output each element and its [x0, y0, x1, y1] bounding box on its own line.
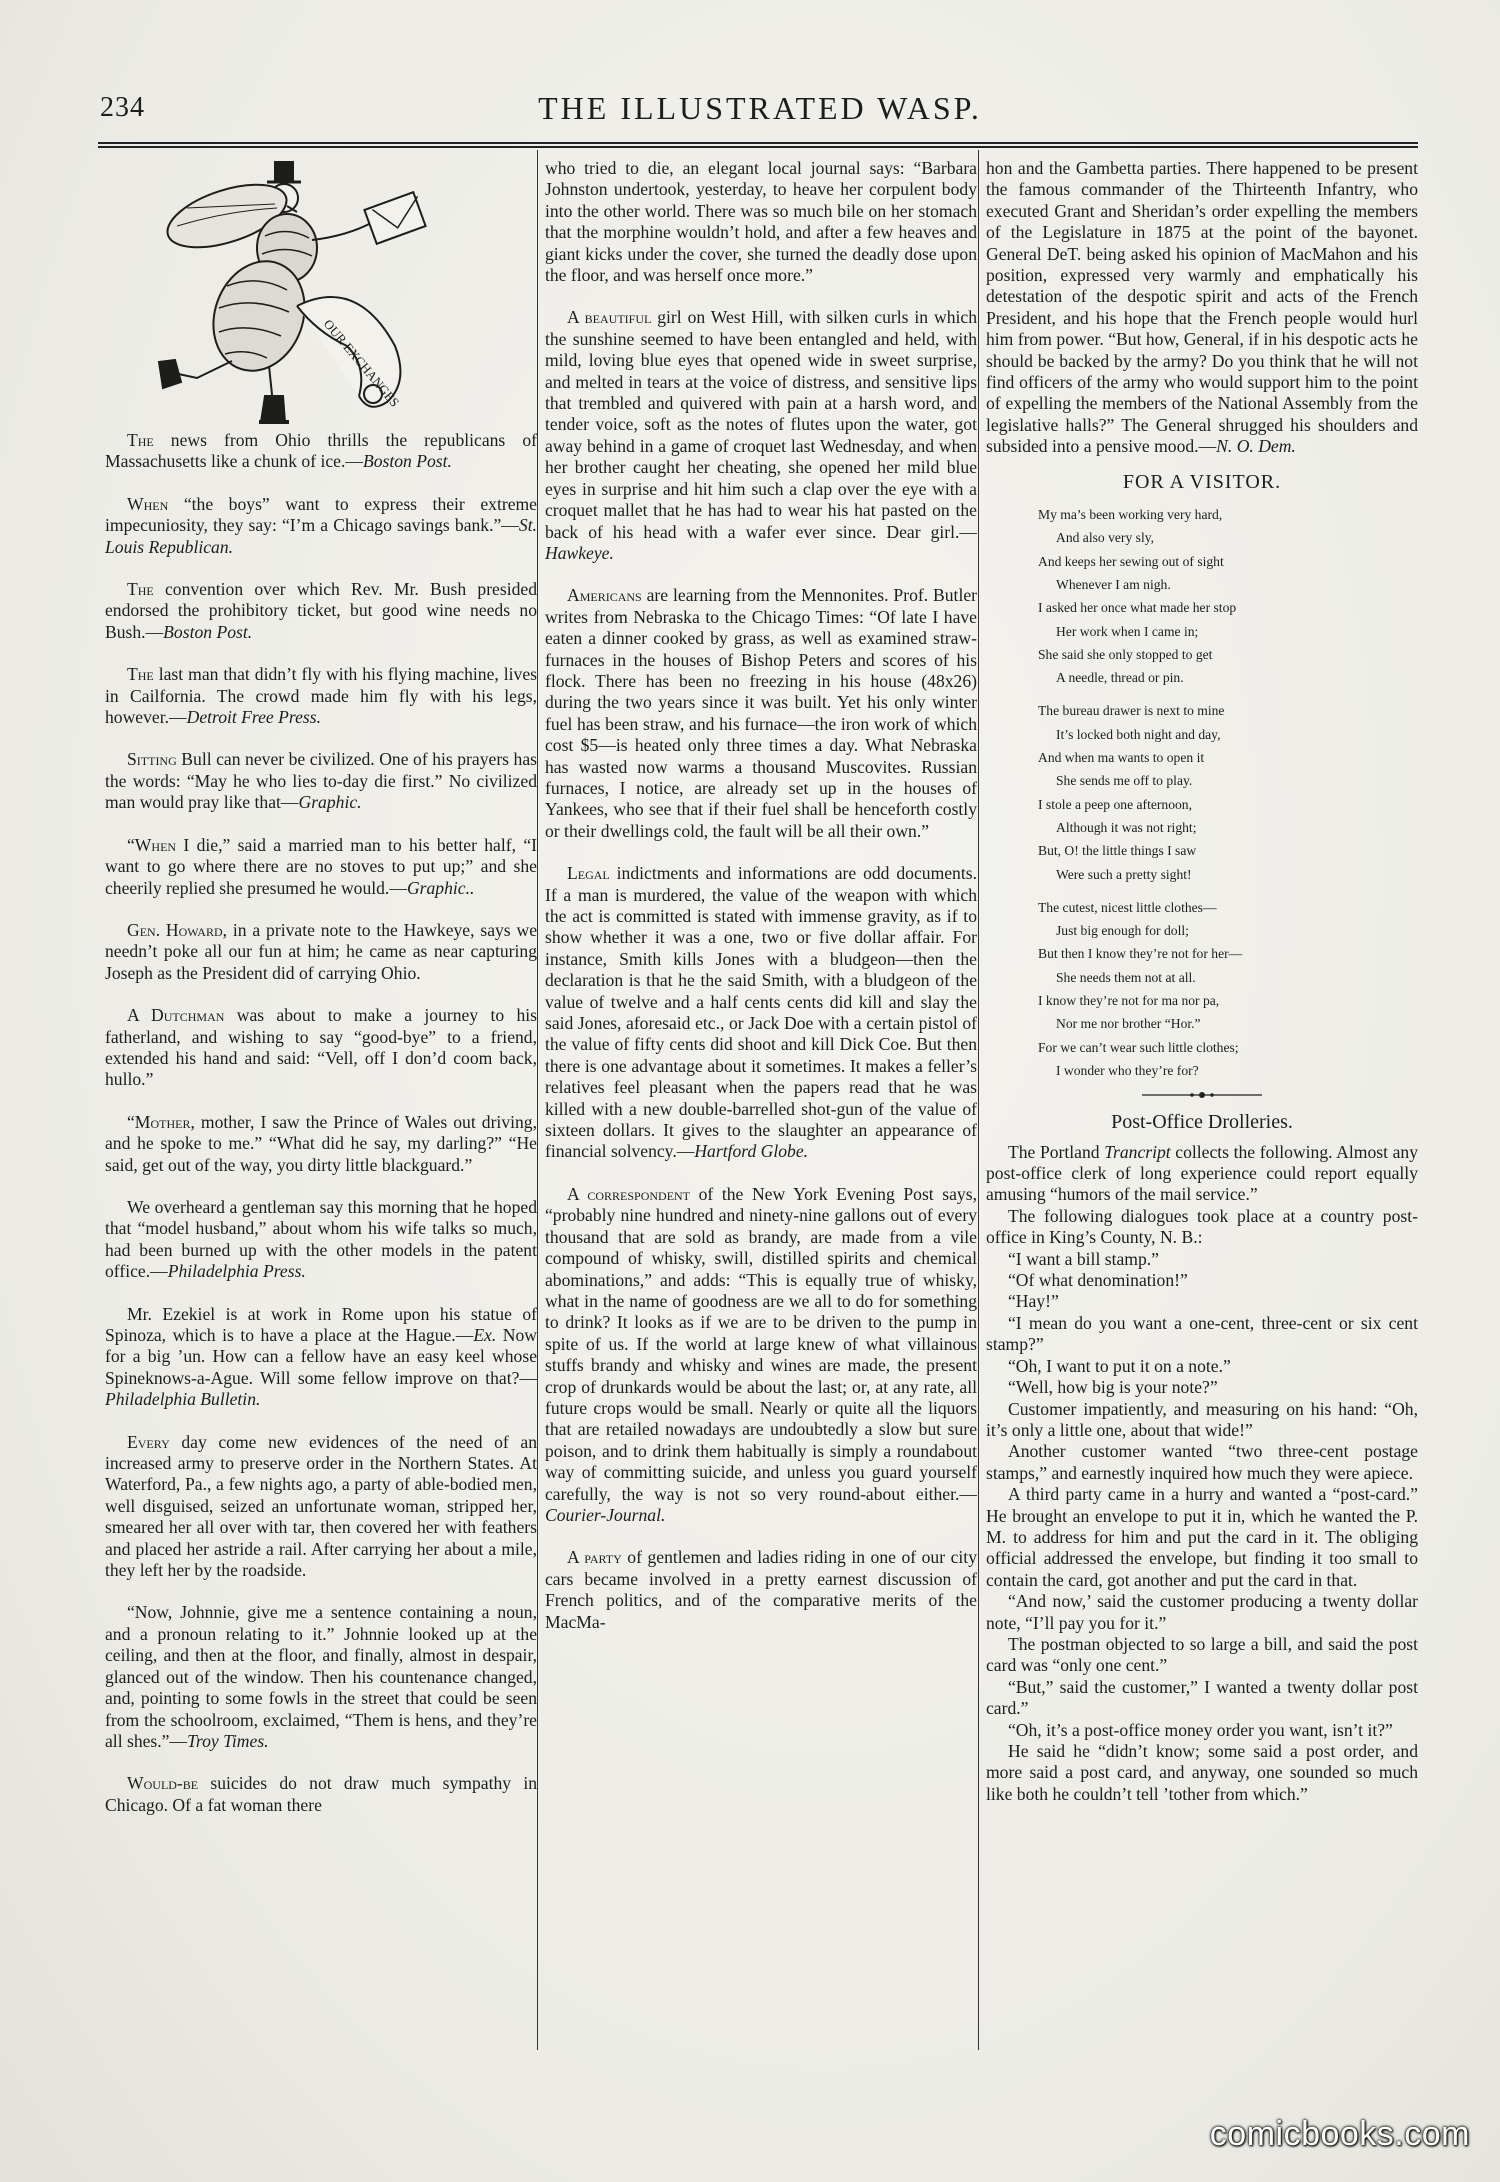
- poem-line: The bureau drawer is next to mine: [1038, 703, 1225, 719]
- poem-line: Were such a pretty sight!: [1056, 866, 1192, 882]
- header-rule-thin: [98, 146, 1418, 148]
- dialogue-line: “I mean do you want a one-cent, three-cent or six cent stamp?”: [986, 1312, 1418, 1355]
- item-party: A party of gentlemen and ladies riding in one of our city cars became involved in a pretty earnest discussion of French politics, and of the comparative merits of the MacMa-: [545, 1547, 977, 1632]
- item-suicides: Would-be suicides do not draw much sympathy in Chicago. Of a fat woman there: [105, 1773, 537, 1815]
- dialogue-line: He said he “didn’t know; some said a post order, and more said a post card, and anyway, one sounded so much like both he couldn’t tell ’tother from which.”: [986, 1741, 1418, 1804]
- wasp-illustration: [147, 158, 467, 428]
- dialogue-line: A third party came in a hurry and wanted a “post-card.” He brought an envelope to put it in, which he wanted the P. M. to address for him and put the card in it. The obliging official addressed the envelope, but finding it too small to contain the card, got another and put the card in that.: [986, 1484, 1418, 1590]
- poem-line: And when ma wants to open it: [1038, 750, 1205, 766]
- header-rule: [98, 142, 1418, 144]
- post-office-title: Post-Office Drolleries.: [1111, 1111, 1293, 1134]
- page-header: [100, 90, 1420, 130]
- poem-title: FOR A VISITOR.: [1122, 470, 1282, 493]
- poem-line: She needs them not at all.: [1056, 969, 1196, 985]
- poem-line: But, O! the little things I saw: [1038, 843, 1197, 859]
- item-model-husband: We overheard a gentleman say this morning that he hoped that “model husband,” about whom his wife talks so much, had been burned up with the other models in the patent office.—Philadelphia Press.: [105, 1196, 537, 1282]
- dialogue-line: “Hay!”: [1008, 1291, 1059, 1312]
- section-divider: [986, 1088, 1418, 1102]
- poem-line: My ma’s been working very hard,: [1038, 507, 1223, 523]
- item-mennonites: Americans are learning from the Mennonites. Prof. Butler writes from Nebraska to the Chicago Times: “Of late I have eaten a dinner cooked by grass, as well as examined straw-furnaces in the houses of Bishop Peters and scores of his flock. There has been no freezing in his house (48x26) during the two years since it was built. Yet his only winter fuel has been straw, and his furnace—the iron work of which cost $5—is heated only three times a day. What Nebraska has wasted now warms a thousand Muscovites. Russian furnaces, I notice, are already set up in the houses of Yankees, who see that if their fuel shall be henceforth costly or their dwellings cold, the fault will be all their own.”: [545, 585, 977, 841]
- item-prince: “Mother, mother, I saw the Prince of Wales out driving, and he spoke to me.” “What did he say, my darling?” “He said, get out of the way, you dirty little blackguard.”: [105, 1111, 537, 1175]
- item-sitting-bull: Sitting Bull can never be civilized. One of his prayers has the words: “May he who lies to-day die first.” No civilized man would pray like that—Graphic.: [105, 749, 537, 813]
- column-rule-1: [537, 150, 538, 2050]
- item-stoves: “When I die,” said a married man to his better half, “I want to go where there are no stoves to put up;” and she cheerily replied she presumed he would.—Graphic..: [105, 834, 537, 898]
- item-dutchman: A Dutchman was about to make a journey to his fatherland, and wishing to say “good-bye” to a friend, extended his hand and said: “Vell, off I don’d coom back, hullo.”: [105, 1005, 537, 1090]
- poem-line: I stole a peep one afternoon,: [1038, 796, 1192, 812]
- dialogue-line: Customer impatiently, and measuring on his hand: “Oh, it’s only a little one, about that wide!”: [986, 1398, 1418, 1440]
- poem-line: And also very sly,: [1056, 530, 1155, 546]
- site-watermark: comicbooks.com: [1209, 2115, 1470, 2153]
- poem-line: I wonder who they’re for?: [1056, 1062, 1199, 1078]
- item-brandy: A correspondent of the New York Evening Post says, “probably nine hundred and ninety-nine gallons out of every thousand that are sold as brandy, are made from a vile compound of whisky, swill, distilled spirits and chemical abominations,” and adds: “This is equally true of whisky, what in the name of goodness are we all to do for something to drink? It looks as if we are to be driven to the pump in spite of us. If the world at large knew of what villainous stuffs brandy and whisky and wines are made, the present crop of drunkards would be about the last; or, at any rate, all future crops would be small. Nearly or quite all the liquors that are retailed nowadays are undoubtedly a slow but sure poison, and to drink them habitually is simply a roundabout way of committing suicide, and unless you guard yourself carefully, the way is not so very round-about either.—Courier-Journal.: [545, 1183, 977, 1525]
- poem-line: It’s locked both night and day,: [1056, 726, 1221, 742]
- poem-line: I asked her once what made her stop: [1038, 600, 1237, 616]
- item-west-hill: A beautiful girl on West Hill, with silken curls in which the sunshine seemed to have been entangled and held, with mild, loving blue eyes that opened wide in sweet surprise, and melted in tears at the voice of distress, and sensitive lips that trembled and quivered with pain at a harsh word, and tender voice, soft as the notes of flutes upon the water, got away behind in a game of croquet last Wednesday, and when her brother caught her cheating, she opened her mild blue eyes in surprise and hit him such a clap over the eye with a croquet mallet that he has had to wear his hat pasted on the back of his head with a wafer ever since. Dear girl.—Hawkeye.: [545, 307, 977, 563]
- poem-line: She said she only stopped to get: [1038, 646, 1213, 662]
- poem-line: The cutest, nicest little clothes—: [1038, 899, 1217, 915]
- dialogue-line: “Oh, I want to put it on a note.”: [1008, 1355, 1231, 1376]
- poem-for-a-visitor: [986, 503, 1418, 1082]
- item-army: Every day come new evidences of the need of an increased army to preserve order in the Northern States. At Waterford, Pa., a few nights ago, a party of able-bodied men, well disguised, seized an unfortunate woman, stripped her, smeared her all over with tar, then covered her with feathers and placed her astride a rail. After carrying her about a mile, they left her by the roadside.: [105, 1431, 537, 1581]
- item-flying: The last man that didn’t fly with his flying machine, lives in Cailfornia. The crowd made him fly with his legs, however.—Detroit Free Press.: [105, 664, 537, 728]
- poem-line: Whenever I am nigh.: [1056, 576, 1171, 592]
- column-2: [545, 158, 977, 2048]
- item-boys: When “the boys” want to express their extreme impecuniosity, they say: “I’m a Chicago savings bank.”—St. Louis Republican.: [105, 493, 537, 557]
- item-macmahon: hon and the Gambetta parties. There happened to be present the famous commander of the Thirteenth Infantry, who executed Grant and Sheridan’s order expelling the members of the Legislature in 1875 at the point of the bayonet. General DeT. being asked his opinion of MacMahon and his position, expressed very warmly and emphatically his detestation of the despotic spirit and acts of the French President, and his hope that the French people would hurl him from power. “But how, General, if in his despotic acts he should be backed by the army? Do you think that he will not find officers of the army who would support him to the point of expelling the members of the National Assembly from the legislative halls?” The General shrugged his shoulders and subsided into a pensive mood.—N. O. Dem.: [986, 158, 1418, 457]
- dialogue-line: “I want a bill stamp.”: [1008, 1248, 1159, 1269]
- poem-line: A needle, thread or pin.: [1056, 670, 1184, 686]
- item-barbara: who tried to die, an elegant local journal says: “Barbara Johnston undertook, yesterday, to heave her corpulent body into the other world. There was so much bile on her stomach that the morphine wouldn’t hold, and after a few heaves and giant kicks under the cover, she turned the deadly dose upon the floor, and was herself once more.”: [545, 158, 977, 286]
- poem-line: For we can’t wear such little clothes;: [1038, 1039, 1239, 1055]
- poem-line: Just big enough for doll;: [1056, 923, 1189, 939]
- item-johnnie: “Now, Johnnie, give me a sentence containing a noun, and a pronoun relating to it.” Johnnie looked up at the ceiling, and then at the floor, and finally, almost in despair, glanced out of the window. Then his countenance changed, and, pointing to some fowls in the street that could be seen from the schoolroom, exclaimed, “Them is hens, and they’re all shes.”—Troy Times.: [105, 1602, 537, 1751]
- column-3: [986, 158, 1418, 2048]
- poem-line: She sends me off to play.: [1056, 773, 1193, 789]
- dialogue-line: Another customer wanted “two three-cent postage stamps,” and earnestly inquired how much they were apiece.: [986, 1441, 1418, 1483]
- dialogue-line: “But,” said the customer,” I wanted a twenty dollar post card.”: [986, 1676, 1418, 1719]
- post-office-dialogues: [986, 1142, 1418, 1806]
- dialogue-line: “Of what denomination!”: [1008, 1270, 1188, 1291]
- dialogue-line: “And now,’ said the customer producing a twenty dollar note, “I’ll pay you for it.”: [986, 1591, 1418, 1633]
- item-howard: Gen. Howard, in a private note to the Hawkeye, says we needn’t poke all our fun at him; he came as near capturing Joseph as the President did of carrying Ohio.: [105, 919, 537, 983]
- scroll-label: OUR EXCHANGES: [320, 316, 403, 410]
- item-ohio: The news from Ohio thrills the republicans of Massachusetts like a chunk of ice.—Boston Post.: [105, 430, 537, 472]
- dialogue-line: The following dialogues took place at a country post-office in King’s County, N. B.:: [986, 1205, 1418, 1248]
- masthead-title: THE ILLUSTRATED WASP.: [538, 90, 982, 126]
- dialogue-line: “Oh, it’s a post-office money order you want, isn’t it?”: [1008, 1719, 1393, 1740]
- poem-line: Although it was not right;: [1056, 819, 1197, 835]
- poem-line: Nor me nor brother “Hor.”: [1056, 1016, 1201, 1032]
- column-1: [105, 158, 537, 2048]
- dialogue-intro: The Portland Trancript collects the following. Almost any post-office clerk of long experience could report equally amusing “humors of the mail service.”: [986, 1141, 1418, 1205]
- item-bush: The convention over which Rev. Mr. Bush presided endorsed the prohibitory ticket, but good wine needs no Bush.—Boston Post.: [105, 579, 537, 642]
- poem-line: But then I know they’re not for her—: [1038, 946, 1243, 962]
- item-legal: Legal indictments and informations are odd documents. If a man is murdered, the value of the weapon with which the act is committed is stated with immense gravity, as if to show whether it was a one, two or five dollar affair. For instance, Smith kills Jones with a bludgeon—then the declaration is that he the said Smith, with a bludgeon of the value of twelve and a half cents cents did kill and slay the said Jones, aforesaid etc., or Jack Doe with a certain pistol of the value of fifty cents did shoot and kill Dick Coe. But then there is one advantage about it sometimes. It makes a feller’s relatives feel pleasant when the papers read that he was killed with a new double-barrelled shot-gun of the value of sixteen dollars. It gives to the slaughter an appearance of financial solvency.—Hartford Globe.: [545, 863, 977, 1162]
- dialogue-line: The postman objected to so large a bill, and said the post card was “only one cent.”: [986, 1633, 1418, 1676]
- page-number: 234: [100, 92, 145, 123]
- dialogue-line: “Well, how big is your note?”: [1008, 1377, 1218, 1398]
- poem-line: Her work when I came in;: [1056, 623, 1199, 639]
- column-rule-2: [978, 150, 979, 2050]
- poem-line: And keeps her sewing out of sight: [1038, 553, 1224, 569]
- poem-line: I know they’re not for ma nor pa,: [1038, 993, 1220, 1009]
- item-spinoza: Mr. Ezekiel is at work in Rome upon his statue of Spinoza, which is to have a place at the Hague.—Ex. Now for a big ’un. How can a fellow have an easy keel whose Spineknows-a-Ague. Will some fellow improve on that?—Philadelphia Bulletin.: [105, 1303, 537, 1410]
